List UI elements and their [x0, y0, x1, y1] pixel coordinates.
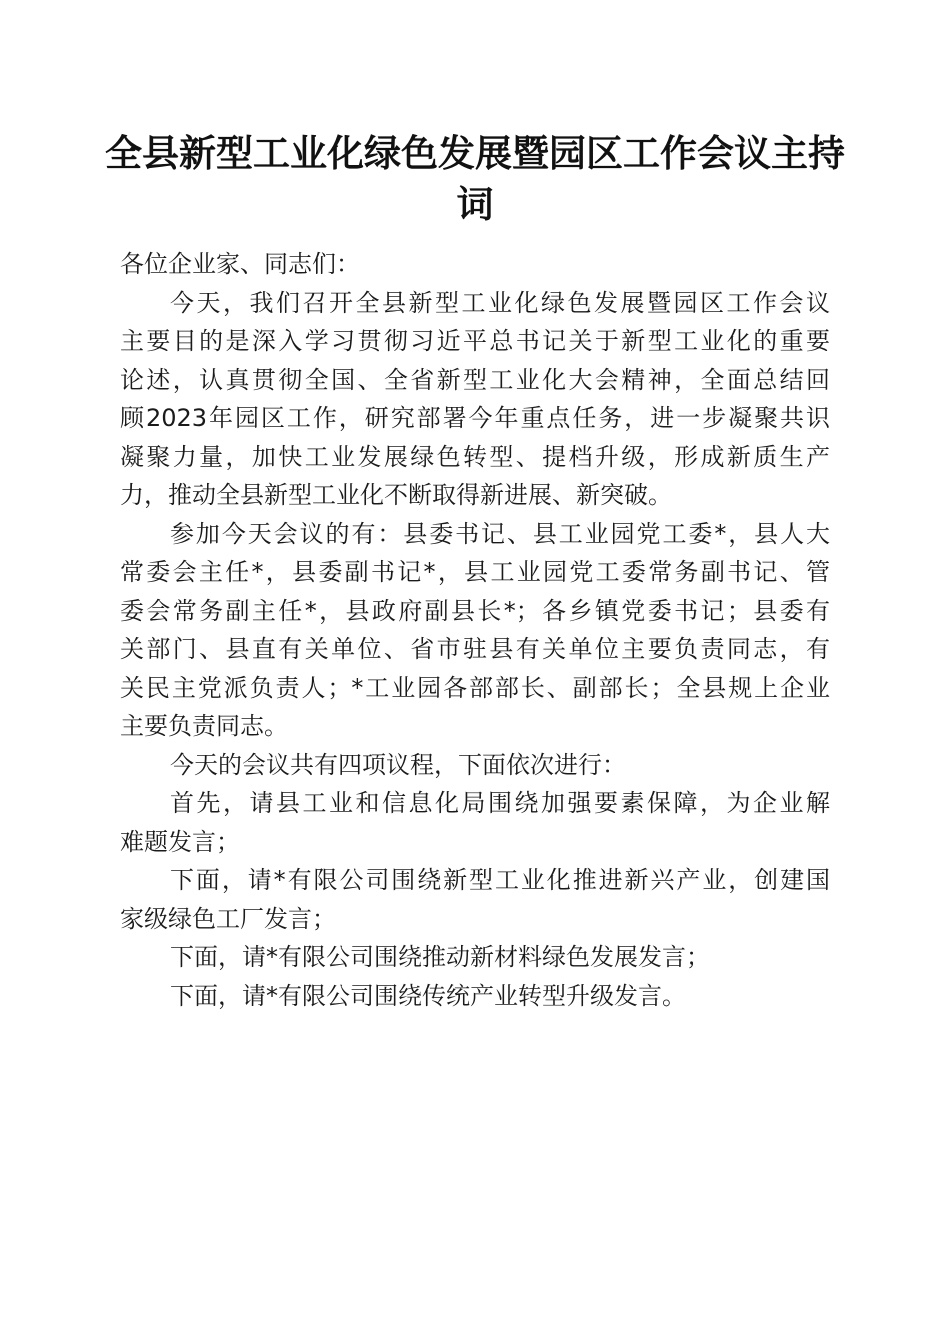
paragraph-agenda-item-1 — [120, 784, 830, 861]
paragraph-line: 委会常务副主任*，县政府副县长*；各乡镇党委书记；县委有 — [120, 596, 830, 625]
paragraph-line: 今天，我们召开全县新型工业化绿色发展暨园区工作会议 — [170, 288, 830, 317]
paragraph-agenda — [120, 746, 830, 785]
paragraph-line: 主要目的是深入学习贯彻习近平总书记关于新型工业化的重要 — [120, 327, 830, 355]
paragraph-line: 力，推动全县新型工业化不断取得新进展、新突破。 — [120, 481, 672, 509]
document-body — [120, 245, 830, 1015]
paragraph-line: 关部门、县直有关单位、省市驻县有关单位主要负责同志，有 — [120, 635, 830, 663]
paragraph-line: 家级绿色工厂发言； — [120, 904, 336, 933]
paragraph-line: 下面，请*有限公司围绕新型工业化推进新兴产业，创建国 — [170, 866, 830, 894]
title-line: 词 — [456, 182, 494, 226]
paragraph-line: 常委会主任*，县委副书记*，县工业园党工委常务副书记、管 — [120, 558, 830, 586]
document-title — [100, 128, 850, 230]
paragraph-agenda-item-3 — [120, 938, 830, 977]
paragraph-line: 关民主党派负责人；*工业园各部部长、副部长；全县规上企业 — [120, 673, 830, 702]
paragraph-line: 难题发言； — [120, 827, 240, 856]
paragraph-line: 下面，请*有限公司围绕推动新材料绿色发展发言； — [170, 943, 710, 971]
paragraph-line: 论述，认真贯彻全国、全省新型工业化大会精神，全面总结回 — [120, 365, 830, 394]
paragraph-agenda-item-2 — [120, 861, 830, 938]
paragraph-agenda-item-4 — [120, 977, 830, 1016]
paragraph-line: 凝聚力量，加快工业发展绿色转型、提档升级，形成新质生产 — [120, 442, 830, 471]
paragraph-line: 下面，请*有限公司围绕传统产业转型升级发言。 — [170, 981, 686, 1010]
title-line: 全县新型工业化绿色发展暨园区工作会议主持 — [105, 131, 845, 175]
paragraph-line: 主要负责同志。 — [120, 712, 288, 740]
paragraph-line: 今天的会议共有四项议程，下面依次进行： — [170, 750, 626, 779]
paragraph-attendees — [120, 515, 830, 746]
paragraph-line: 参加今天会议的有：县委书记、县工业园党工委*，县人大 — [170, 519, 830, 548]
paragraph-line: 顾2023年园区工作，研究部署今年重点任务，进一步凝聚共识 — [120, 404, 830, 432]
paragraph-line: 首先，请县工业和信息化局围绕加强要素保障，为企业解 — [170, 789, 830, 817]
salutation: 各位企业家、同志们： — [120, 250, 360, 278]
paragraph-opening — [120, 284, 830, 515]
